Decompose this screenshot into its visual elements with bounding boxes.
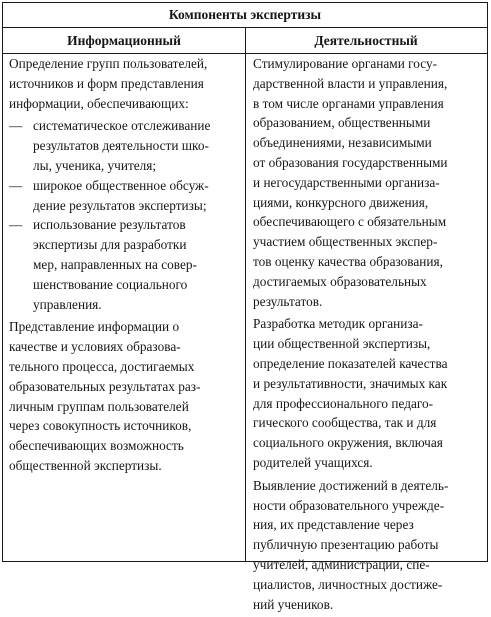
text-line: через совокупность источников, xyxy=(9,418,192,434)
text-line: ности образовательного учрежде- xyxy=(253,497,445,513)
text-line: ний учеников. xyxy=(253,596,334,612)
text-line: дарственной власти и управления, xyxy=(253,75,448,91)
text-line: обеспечивающих возможность xyxy=(9,438,184,454)
text-line: ции общественной экспертизы, xyxy=(253,336,431,352)
text-line: Выявление достижений в деятель- xyxy=(253,477,449,493)
text-line: от образования государственными xyxy=(253,154,448,170)
text-line: и результативности, значимых как xyxy=(253,375,448,391)
column-header-activity: Деятельностный xyxy=(314,33,418,48)
text-line: циалистов, личностных достиже- xyxy=(253,576,443,592)
left-intro-paragraph xyxy=(9,54,241,113)
text-line: мер, направленных на совер- xyxy=(33,256,197,272)
text-line: социального окружения, включая xyxy=(253,435,443,451)
text-line: Стимулирование органами госу- xyxy=(253,56,438,71)
text-line: Разработка методик организа- xyxy=(253,316,423,332)
expertise-components-table xyxy=(2,2,488,612)
table-title: Компоненты экспертизы xyxy=(3,3,487,28)
text-line: общественной экспертизы. xyxy=(9,457,162,473)
text-line: учителей, администрации, спе- xyxy=(253,556,430,572)
left-second-paragraph xyxy=(9,317,241,475)
text-line: широкое общественное обсуж- xyxy=(33,177,209,193)
text-line: объединениями, независимыми xyxy=(253,135,432,151)
text-line: родителей учащихся. xyxy=(253,454,373,470)
text-line: информации, обеспечивающих: xyxy=(9,95,189,111)
text-line: дение результатов экспертизы; xyxy=(33,197,207,213)
text-line: Представление информации о xyxy=(9,319,180,335)
text-line: образовательных результатах раз- xyxy=(9,378,201,394)
column-divider xyxy=(245,28,246,562)
text-line: тельного процесса, достигаемых xyxy=(9,358,195,374)
list-item xyxy=(9,215,241,314)
text-line: использование результатов xyxy=(33,217,186,233)
text-line: тов оценку качества образования, xyxy=(253,253,443,269)
list-item xyxy=(9,176,241,216)
text-line: в том числе органами управления xyxy=(253,95,444,111)
text-line: личным группам пользователей xyxy=(9,398,189,414)
text-line: результатов. xyxy=(253,293,323,309)
text-line: достигаемых образовательных xyxy=(253,273,427,289)
text-line: для профессионального педаго- xyxy=(253,395,434,411)
list-item xyxy=(9,116,241,175)
text-line: ния, их представление через xyxy=(253,517,414,533)
text-line: лы, ученика, учителя; xyxy=(33,157,157,173)
dash-bullet: — xyxy=(9,217,23,233)
text-line: шенствование социального xyxy=(33,276,188,292)
informational-column xyxy=(9,54,241,479)
text-line: участием общественных экспер- xyxy=(253,234,438,250)
text-line: публичную презентацию работы xyxy=(253,537,439,553)
text-line: систематическое отслеживание xyxy=(33,118,211,134)
activity-column xyxy=(253,54,485,617)
column-header-informational: Информационный xyxy=(67,33,181,48)
text-line: источников и форм представления xyxy=(9,75,204,91)
text-line: управления. xyxy=(33,296,102,312)
right-paragraph-3 xyxy=(253,476,485,615)
text-line: Определение групп пользователей, xyxy=(9,56,208,71)
text-line: и негосударственными организа- xyxy=(253,174,440,190)
dash-bullet: — xyxy=(9,118,23,134)
text-line: циями, конкурсного движения, xyxy=(253,194,429,210)
right-paragraph-2 xyxy=(253,314,485,472)
text-line: гического сообщества, так и для xyxy=(253,415,437,431)
right-paragraph-1 xyxy=(253,54,485,311)
text-line: образованием, общественными xyxy=(253,115,431,131)
text-line: экспертизы для разработки xyxy=(33,237,187,253)
text-line: определение показателей качества xyxy=(253,355,448,371)
text-line: обеспечивающего с обязательным xyxy=(253,214,447,230)
text-line: качестве и условиях образова- xyxy=(9,339,181,355)
dash-bullet: — xyxy=(9,177,23,193)
text-line: результатов деятельности шко- xyxy=(33,138,209,154)
